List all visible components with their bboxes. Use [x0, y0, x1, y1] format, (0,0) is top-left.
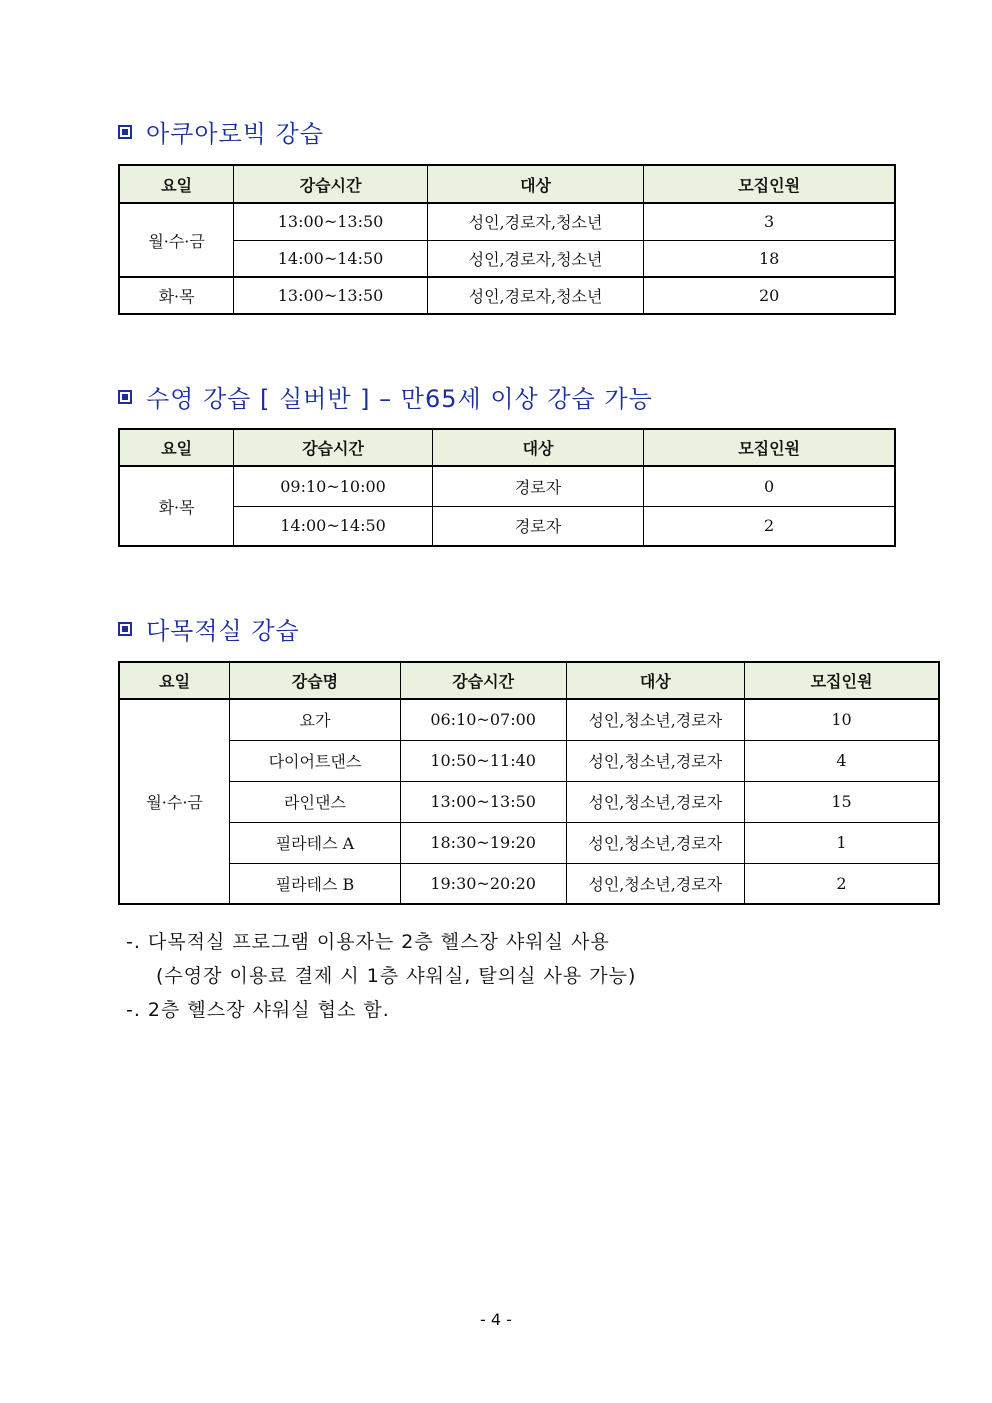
target-cell: 성인,청소년,경로자	[566, 822, 745, 863]
section-heading-multipurpose	[118, 611, 300, 646]
table-row	[119, 740, 939, 781]
multipurpose-table	[118, 661, 940, 905]
table-row	[119, 822, 939, 863]
header-time: 강습시간	[234, 429, 433, 466]
table-row	[119, 506, 895, 546]
target-cell: 성인,청소년,경로자	[566, 699, 745, 740]
day-cell: 월·수·금	[119, 699, 230, 904]
section-heading-aquarobics	[118, 114, 324, 149]
time-cell: 13:00~13:50	[400, 781, 566, 822]
count-cell: 3	[644, 203, 895, 240]
table-row	[119, 781, 939, 822]
time-cell: 14:00~14:50	[234, 240, 428, 277]
target-cell: 경로자	[432, 506, 643, 546]
count-cell: 10	[745, 699, 939, 740]
header-name: 강습명	[230, 662, 401, 699]
note-line: -. 2층 헬스장 샤워실 협소 함.	[126, 999, 390, 1021]
target-cell: 성인,경로자,청소년	[427, 240, 643, 277]
header-time: 강습시간	[234, 165, 428, 203]
section-title: 아쿠아로빅 강습	[146, 120, 324, 148]
header-day: 요일	[119, 429, 234, 466]
table-header-row	[119, 429, 895, 466]
time-cell: 18:30~19:20	[400, 822, 566, 863]
section-title: 다목적실 강습	[146, 617, 300, 645]
table-header-row	[119, 165, 895, 203]
time-cell: 10:50~11:40	[400, 740, 566, 781]
table-header-row	[119, 662, 939, 699]
name-cell: 다이어트댄스	[230, 740, 401, 781]
section-title: 수영 강습 [ 실버반 ] – 만65세 이상 강습 가능	[146, 385, 653, 413]
time-cell: 09:10~10:00	[234, 466, 433, 506]
time-cell: 19:30~20:20	[400, 863, 566, 904]
count-cell: 1	[745, 822, 939, 863]
header-count: 모집인원	[745, 662, 939, 699]
target-cell: 성인,경로자,청소년	[427, 203, 643, 240]
swim-silver-table	[118, 428, 896, 547]
time-cell: 13:00~13:50	[234, 203, 428, 240]
target-cell: 성인,청소년,경로자	[566, 740, 745, 781]
table-row	[119, 277, 895, 314]
header-target: 대상	[566, 662, 745, 699]
day-cell: 화·목	[119, 277, 234, 314]
target-cell: 성인,청소년,경로자	[566, 781, 745, 822]
table-row	[119, 203, 895, 240]
time-cell: 14:00~14:50	[234, 506, 433, 546]
notes	[126, 925, 636, 1027]
count-cell: 15	[745, 781, 939, 822]
square-bullet-icon	[118, 622, 132, 636]
aquarobics-table	[118, 164, 896, 315]
square-bullet-icon	[118, 125, 132, 139]
header-target: 대상	[427, 165, 643, 203]
note-line: -. 다목적실 프로그램 이용자는 2층 헬스장 샤워실 사용	[126, 931, 610, 953]
target-cell: 성인,경로자,청소년	[427, 277, 643, 314]
day-cell: 화·목	[119, 466, 234, 546]
table-row	[119, 699, 939, 740]
count-cell: 2	[745, 863, 939, 904]
page-number: - 4 -	[480, 1310, 512, 1329]
target-cell: 경로자	[432, 466, 643, 506]
time-cell: 06:10~07:00	[400, 699, 566, 740]
count-cell: 2	[644, 506, 895, 546]
table-row	[119, 466, 895, 506]
header-count: 모집인원	[644, 429, 895, 466]
count-cell: 4	[745, 740, 939, 781]
count-cell: 18	[644, 240, 895, 277]
target-cell: 성인,청소년,경로자	[566, 863, 745, 904]
count-cell: 20	[644, 277, 895, 314]
name-cell: 요가	[230, 699, 401, 740]
header-count: 모집인원	[644, 165, 895, 203]
header-day: 요일	[119, 165, 234, 203]
square-bullet-icon	[118, 390, 132, 404]
name-cell: 필라테스 B	[230, 863, 401, 904]
header-day: 요일	[119, 662, 230, 699]
time-cell: 13:00~13:50	[234, 277, 428, 314]
name-cell: 라인댄스	[230, 781, 401, 822]
header-time: 강습시간	[400, 662, 566, 699]
day-cell: 월·수·금	[119, 203, 234, 277]
note-line: (수영장 이용료 결제 시 1층 샤워실, 탈의실 사용 가능)	[156, 965, 637, 987]
count-cell: 0	[644, 466, 895, 506]
table-row	[119, 863, 939, 904]
section-heading-swim-silver	[118, 379, 653, 414]
table-row	[119, 240, 895, 277]
name-cell: 필라테스 A	[230, 822, 401, 863]
header-target: 대상	[432, 429, 643, 466]
